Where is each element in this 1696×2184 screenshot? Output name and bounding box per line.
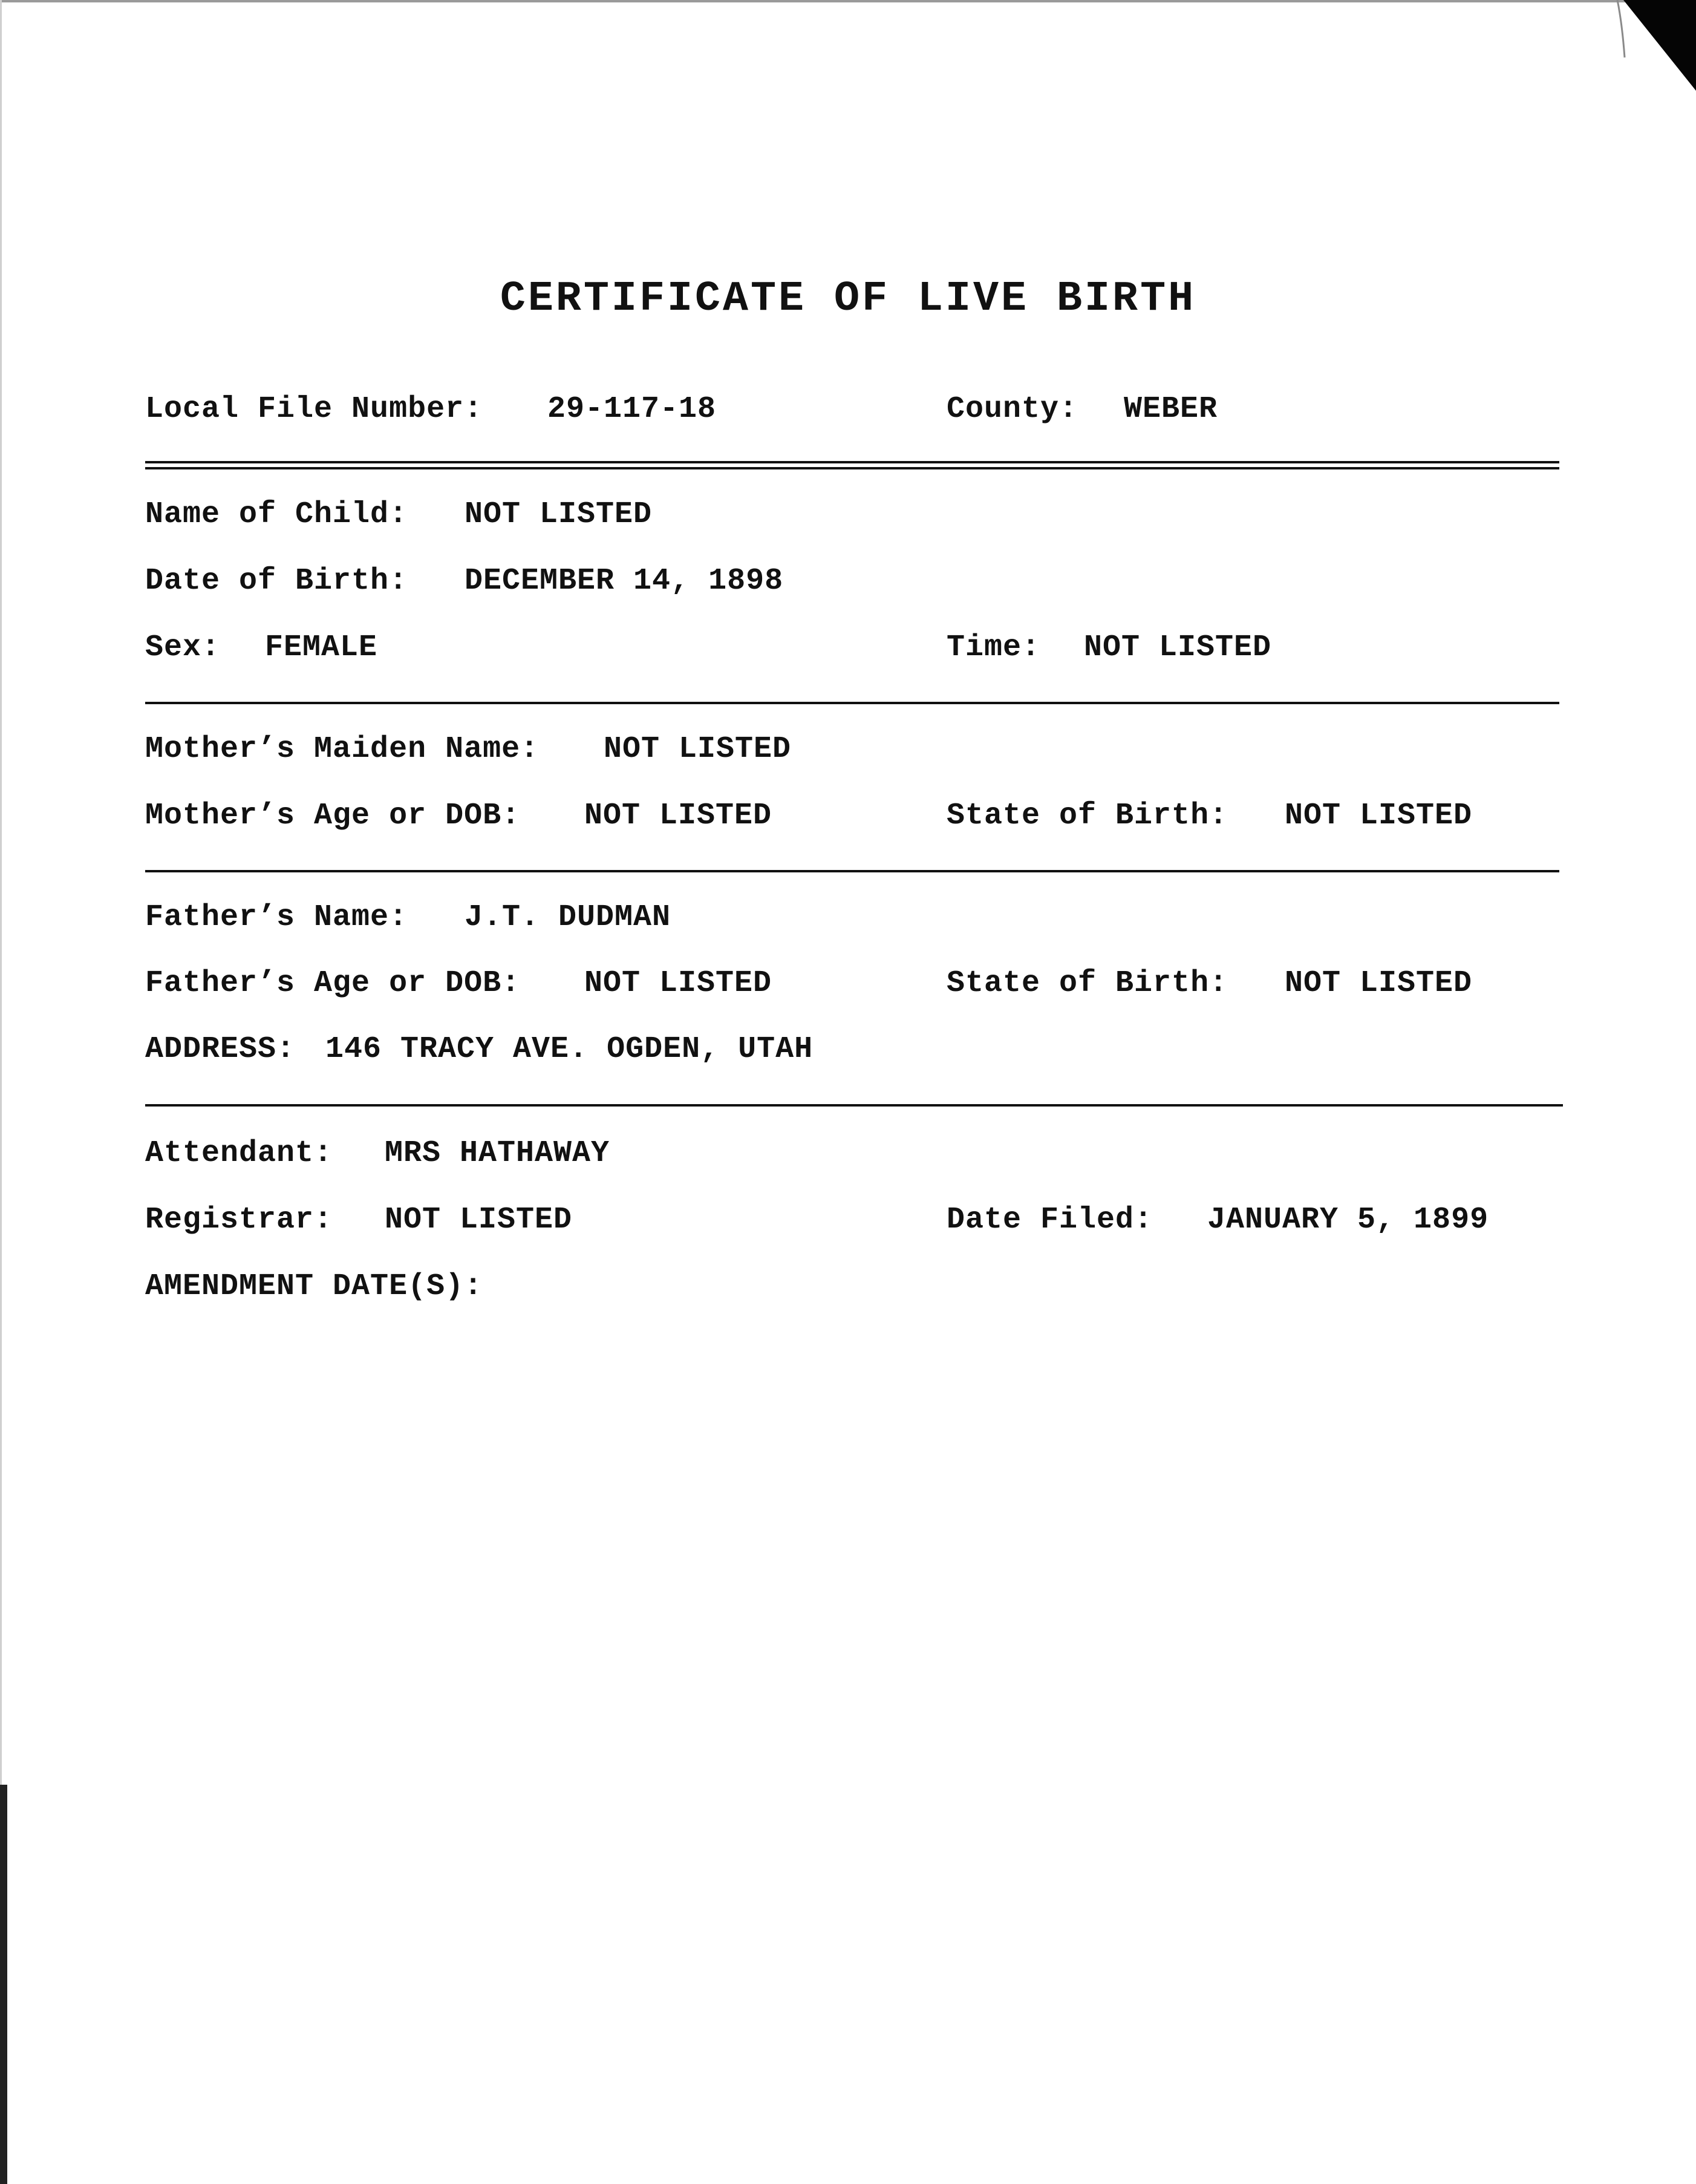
- document-title: CERTIFICATE OF LIVE BIRTH: [500, 275, 1196, 323]
- registrar-value: NOT LISTED: [385, 1203, 573, 1237]
- date-of-birth-label: Date of Birth:: [145, 564, 408, 598]
- folded-corner-icon: [1557, 0, 1696, 103]
- father-state-of-birth-value: NOT LISTED: [1285, 966, 1473, 1001]
- name-of-child-value: NOT LISTED: [465, 497, 653, 532]
- mother-maiden-name-label: Mother’s Maiden Name:: [145, 732, 540, 767]
- mother-maiden-name-value: NOT LISTED: [604, 732, 792, 767]
- father-name-value: J.T. DUDMAN: [465, 900, 671, 935]
- header-double-divider: [145, 461, 1559, 469]
- mother-state-of-birth-value: NOT LISTED: [1285, 799, 1473, 833]
- time-value: NOT LISTED: [1084, 630, 1272, 665]
- date-of-birth-value: DECEMBER 14, 1898: [465, 564, 784, 598]
- county-value: WEBER: [1124, 392, 1218, 427]
- mother-age-label: Mother’s Age or DOB:: [145, 799, 521, 833]
- child-section-divider: [145, 702, 1559, 704]
- scan-top-edge: [0, 0, 1696, 2]
- date-filed-label: Date Filed:: [947, 1203, 1153, 1237]
- date-filed-value: JANUARY 5, 1899: [1207, 1203, 1489, 1237]
- father-name-label: Father’s Name:: [145, 900, 408, 935]
- county-label: County:: [947, 392, 1078, 427]
- address-label: ADDRESS:: [145, 1032, 296, 1067]
- father-age-value: NOT LISTED: [584, 966, 772, 1001]
- mother-section-divider: [145, 870, 1559, 872]
- attendant-value: MRS HATHAWAY: [385, 1136, 610, 1171]
- local-file-number-label: Local File Number:: [145, 392, 483, 427]
- father-state-of-birth-label: State of Birth:: [947, 966, 1228, 1001]
- name-of-child-label: Name of Child:: [145, 497, 408, 532]
- scan-left-shadow: [0, 1785, 7, 2184]
- mother-age-value: NOT LISTED: [584, 799, 772, 833]
- address-value: 146 TRACY AVE. OGDEN, UTAH: [325, 1032, 814, 1067]
- local-file-number-value: 29-117-18: [547, 392, 717, 427]
- registrar-label: Registrar:: [145, 1203, 333, 1237]
- father-age-label: Father’s Age or DOB:: [145, 966, 521, 1001]
- time-label: Time:: [947, 630, 1041, 665]
- sex-value: FEMALE: [265, 630, 378, 665]
- amendment-dates-label: AMENDMENT DATE(S):: [145, 1269, 483, 1304]
- father-section-divider: [145, 1104, 1563, 1107]
- sex-label: Sex:: [145, 630, 221, 665]
- attendant-label: Attendant:: [145, 1136, 333, 1171]
- mother-state-of-birth-label: State of Birth:: [947, 799, 1228, 833]
